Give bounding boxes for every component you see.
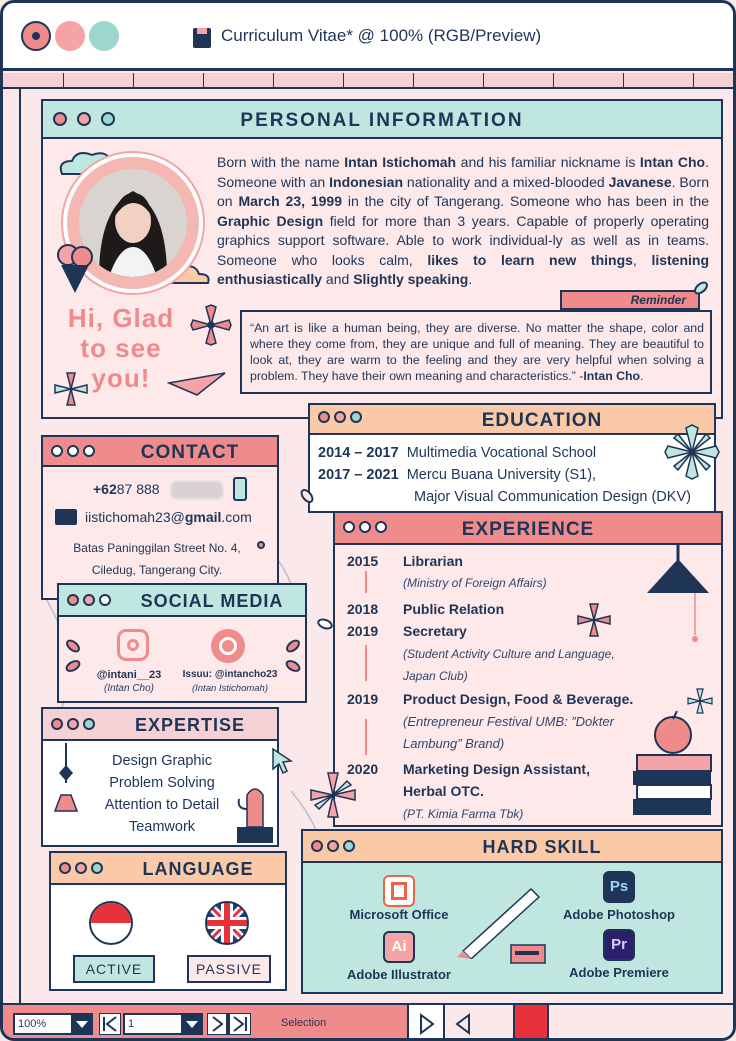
play-back-button[interactable] <box>445 1005 513 1041</box>
bio-highlight: March 23, 1999 <box>238 193 342 209</box>
leaf-icon <box>284 658 303 675</box>
experience-title: Librarian <box>403 553 463 569</box>
bio-text: nationality and a mixed-blooded <box>403 173 609 190</box>
play-forward-button[interactable] <box>407 1005 445 1041</box>
title-bar <box>3 3 736 71</box>
zoom-dropdown-icon[interactable] <box>71 1013 93 1035</box>
flower-icon <box>307 769 359 821</box>
instagram-icon[interactable] <box>117 629 149 661</box>
experience-titlebar <box>335 513 721 545</box>
personal-info-heading: PERSONAL INFORMATION <box>240 110 524 131</box>
redacted-phone <box>171 481 223 499</box>
instagram-handle[interactable]: @intani__23 <box>96 669 162 681</box>
maximize-button[interactable] <box>89 21 119 51</box>
books-apple-icon <box>631 711 715 819</box>
quote-author: Intan Cho <box>583 369 641 383</box>
instagram-name: (Intan Cho) <box>103 683 155 694</box>
experience-heading: EXPERIENCE <box>461 519 595 540</box>
bio-highlight: Indonesian <box>329 173 404 190</box>
expertise-item: Design Graphic <box>112 753 212 769</box>
window-title: Curriculum Vitae* @ 100% (RGB/Preview) <box>221 26 542 45</box>
language-titlebar <box>51 853 285 885</box>
education-row-detail: Major Visual Communication Design (DKV) <box>414 489 691 505</box>
expertise-item: Problem Solving <box>109 775 215 791</box>
contact-window <box>41 435 279 600</box>
experience-detail: Lambung” Brand) <box>403 736 505 751</box>
experience-year: 2015 <box>347 553 379 569</box>
bio-text: . Born on <box>217 173 710 209</box>
bio-text: . Someone with an <box>217 154 709 190</box>
contact-titlebar <box>43 437 277 467</box>
sharpener-icon <box>509 943 549 965</box>
experience-title: Secretary <box>403 623 467 639</box>
premiere-icon: Pr <box>603 929 635 961</box>
app-label: Microsoft Office <box>349 907 449 922</box>
active-language-label: ACTIVE <box>73 955 155 983</box>
mail-icon <box>55 509 77 525</box>
zoom-field[interactable]: 100% <box>13 1013 73 1035</box>
address: Batas Paninggilan Street No. 4, Ciledug, Tangerang City. <box>73 541 241 577</box>
illustrator-icon: Ai <box>383 931 415 963</box>
status-filler <box>549 1005 736 1041</box>
paper-plane-icon <box>167 369 227 397</box>
hard-skill-window <box>301 829 723 994</box>
hanging-lamp-icon <box>51 743 81 813</box>
flower-icon <box>663 423 721 481</box>
portrait-illustration <box>79 169 187 277</box>
phone-icon <box>233 477 247 501</box>
education-row: 2017 – 2021 Mercu Buana University (S1), <box>318 467 597 483</box>
experience-detail: (PT. Kimia Farma Tbk) <box>403 807 524 821</box>
quote-box: “An art is like a human being, they are diverse. No matter the shape, color and where they come from, they are unique and full of meaning. They are beautiful to look at, they are warm to the feeling and they are very helpful when solving a problem. They have their own meaning and characteristics.” -Intan Cho. <box>240 310 712 394</box>
first-page-icon[interactable] <box>99 1013 121 1035</box>
left-ruler <box>3 89 21 1003</box>
issuu-handle[interactable]: Issuu: @intancho23 <box>182 669 278 680</box>
app-label: Adobe Illustrator <box>346 967 451 982</box>
bio-highlight: Javanese <box>608 173 672 190</box>
expertise-heading: EXPERTISE <box>134 715 246 735</box>
experience-window <box>333 511 723 827</box>
expertise-item: Attention to Detail <box>104 797 220 813</box>
bio-text: and his familiar nickname is <box>456 154 640 170</box>
experience-year: 2019 <box>347 623 379 639</box>
experience-title: Herbal OTC. <box>403 783 484 799</box>
pin-icon <box>257 541 265 549</box>
bio-highlight: Graphic Design <box>217 212 324 229</box>
minimize-button[interactable] <box>55 21 85 51</box>
education-row: 2014 – 2017 Multimedia Vocational School <box>318 445 597 461</box>
issuu-icon[interactable] <box>211 629 245 663</box>
experience-detail: (Entrepreneur Festival UMB: ”Dokter <box>403 714 614 729</box>
next-last-page-icons[interactable] <box>207 1013 251 1035</box>
page-dropdown-icon[interactable] <box>181 1013 203 1035</box>
record-indicator <box>513 1005 549 1041</box>
greeting-line-1: Hi, Glad <box>67 303 175 333</box>
app-label: Adobe Photoshop <box>563 907 675 922</box>
bio-highlight: Intan Istichomah <box>344 154 457 170</box>
personal-bio <box>217 153 709 290</box>
experience-title: Public Relation <box>403 601 505 617</box>
page-field[interactable]: 1 <box>123 1013 183 1035</box>
cactus-icon <box>233 779 279 845</box>
app-label: Adobe Premiere <box>569 965 669 980</box>
experience-year: 2020 <box>347 761 379 777</box>
email-address[interactable]: iistichomah23@gmail.com <box>85 509 252 525</box>
experience-year: 2018 <box>347 601 379 617</box>
uk-flag-icon <box>205 901 249 945</box>
phone-number: +6287 888 <box>93 481 160 497</box>
expertise-item: Teamwork <box>128 819 196 835</box>
status-bar <box>3 1003 736 1041</box>
indonesia-flag-icon <box>89 901 133 945</box>
hard-skill-titlebar <box>303 831 721 863</box>
close-button[interactable] <box>21 21 51 51</box>
experience-title: Product Design, Food & Beverage. <box>403 691 634 707</box>
flower-icon <box>685 687 715 715</box>
flower-icon <box>51 369 91 409</box>
quote-text: “An art is like a human being, they are diverse. No matter the shape, color and where they come from, they are unique and full of meaning. They are beautiful to look at, they are warm to the feeling and they are very helpful when solving a problem. They have their own meaning and characteristics.” - <box>250 321 704 383</box>
expertise-titlebar <box>43 709 277 741</box>
experience-year: 2019 <box>347 691 379 707</box>
passive-language-label: PASSIVE <box>187 955 271 983</box>
social-media-window <box>57 583 307 703</box>
hard-skill-heading: HARD SKILL <box>482 837 602 857</box>
lamp-icon <box>641 543 715 653</box>
language-heading: LANGUAGE <box>142 859 254 879</box>
photoshop-icon: Ps <box>603 871 635 903</box>
personal-info-titlebar <box>43 101 721 139</box>
document-icon <box>193 28 211 48</box>
cursor-icon <box>271 747 295 775</box>
bio-highlight: likes to learn new things <box>427 251 633 268</box>
expertise-window <box>41 707 279 847</box>
greeting-line-3: you! <box>91 363 151 393</box>
social-media-titlebar <box>59 585 305 617</box>
microsoft-office-icon <box>383 875 415 907</box>
leaf-icon <box>284 637 303 655</box>
ice-cream-icon <box>55 241 95 297</box>
bio-text: and <box>322 271 354 287</box>
education-window <box>308 403 716 513</box>
experience-title: Marketing Design Assistant, <box>403 761 590 777</box>
experience-detail: (Student Activity Culture and Language, <box>403 647 615 661</box>
tool-mode-label: Selection <box>281 1017 327 1029</box>
top-ruler <box>3 73 736 89</box>
greeting-line-2: to see <box>80 333 162 363</box>
bio-text: in the city of Tangerang. Someone who has been in the <box>342 193 709 209</box>
flower-icon <box>575 601 613 639</box>
bio-highlight: Intan Cho <box>639 154 706 170</box>
contact-heading: CONTACT <box>140 442 240 463</box>
education-titlebar <box>310 405 714 435</box>
language-window <box>49 851 287 991</box>
bio-highlight: Slightly speaking <box>353 271 469 287</box>
experience-detail: (Ministry of Foreign Affairs) <box>403 576 547 590</box>
leaf-icon <box>64 637 83 655</box>
bio-text: field for more than 3 years. Capable of properly operating graphics support software. Able to work individual-ly as well as in teams. Someone who looks calm, <box>217 212 710 268</box>
education-heading: EDUCATION <box>481 410 603 431</box>
reminder-tag: Reminder <box>560 290 700 310</box>
bio-text: . <box>468 271 473 287</box>
bio-text: , <box>632 251 652 268</box>
bio-text: Born with the name <box>217 154 345 170</box>
social-media-heading: SOCIAL MEDIA <box>140 591 284 611</box>
issuu-name: (Intan Istichomah) <box>191 683 269 694</box>
experience-detail: Japan Club) <box>403 669 468 683</box>
bio-highlight: listening enthusiastically <box>217 251 709 287</box>
flower-icon <box>189 303 233 347</box>
